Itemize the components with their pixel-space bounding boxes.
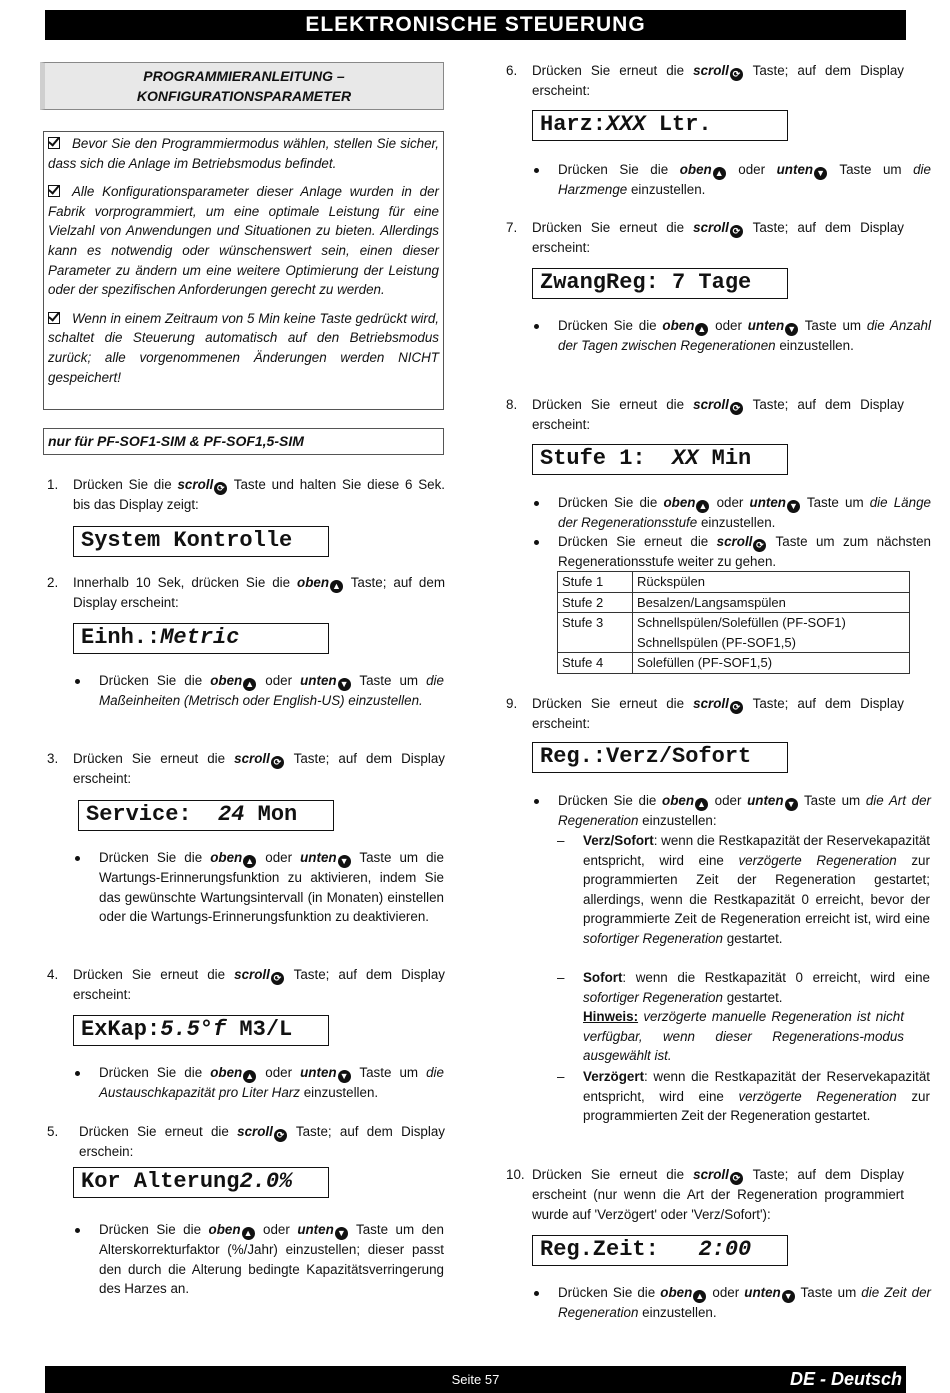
- down-key-icon: ▼: [338, 678, 351, 691]
- up-key-icon: ▲: [243, 855, 256, 868]
- up-key-icon: ▲: [696, 500, 709, 513]
- checkbox-icon: [48, 137, 60, 149]
- regen-type-sofort: – Sofort: wenn die Restkapazität 0 erreicht, wird eine sofortiger Regeneration gestartet.: [557, 968, 930, 1007]
- up-key-icon: ▲: [695, 323, 708, 336]
- table-row: Stufe 2 Besalzen/Langsamspülen: [558, 592, 910, 613]
- up-key-icon: ▲: [713, 167, 726, 180]
- bullet-step-10: Drücken Sie die oben ▲ oder unten ▼ Taste um die Zeit der Regeneration einzustellen.: [531, 1283, 931, 1323]
- up-key-icon: ▲: [695, 798, 708, 811]
- checkbox-icon: [48, 185, 60, 197]
- table-row: Stufe 1 Rückspülen: [558, 572, 910, 593]
- scroll-key-icon: ⟳: [730, 402, 743, 415]
- scroll-key-icon: ⟳: [730, 1172, 743, 1185]
- lcd-display-stage: Stufe 1: XX Min: [532, 444, 788, 475]
- bullet-step-7: Drücken Sie die oben ▲ oder unten ▼ Taste um die Anzahl der Tagen zwischen Regenerationen einzustellen.: [531, 316, 931, 356]
- lcd-display-regen-type: Reg.:Verz/Sofort: [532, 742, 788, 773]
- bullet-step-2: Drücken Sie die oben ▲ oder unten ▼ Taste um die Maßeinheiten (Metrisch oder English-US) einzustellen.: [72, 671, 444, 711]
- scroll-key-icon: ⟳: [274, 1129, 287, 1142]
- title-line-1: PROGRAMMIERANLEITUNG –: [143, 68, 345, 84]
- scroll-key-icon: ⟳: [730, 701, 743, 714]
- lcd-display-aging: Kor Alterung2.0%: [73, 1167, 329, 1198]
- bullet-step-9: Drücken Sie die oben ▲ oder unten ▼ Taste um die Art der Regeneration einzustellen:: [531, 791, 931, 831]
- down-key-icon: ▼: [782, 1290, 795, 1303]
- down-key-icon: ▼: [814, 167, 827, 180]
- language-label: DE - Deutsch: [789, 1369, 902, 1389]
- up-key-icon: ▲: [242, 1227, 255, 1240]
- programming-guide-title: [40, 62, 444, 110]
- scroll-key-icon: ⟳: [730, 68, 743, 81]
- step-9: 9. Drücken Sie erneut die scroll ⟳ Taste; auf dem Display erscheint:: [506, 696, 904, 731]
- lcd-display-resin: Harz:XXX Ltr.: [532, 110, 788, 141]
- lcd-display-exchange-capacity: ExKap:5.5°f M3/L: [73, 1015, 329, 1046]
- page-header: ELEKTRONISCHE STEUERUNG: [45, 10, 906, 40]
- regen-type-verz-sofort: – Verz/Sofort: wenn die Restkapazität der Reservekapazität entspricht, wird eine verzögerte Regeneration zur programmierten Zeit der Regeneration gestartet; allerdings, wenn die Restkapazität 0 erreicht, bevor der programmierte Zeit de Regeneration erreicht ist, wird eine sofortiger Regeneration gestartet.: [557, 831, 930, 949]
- down-key-icon: ▼: [338, 1070, 351, 1083]
- up-key-icon: ▲: [243, 678, 256, 691]
- down-key-icon: ▼: [785, 798, 798, 811]
- stage-table: [557, 571, 910, 674]
- page-number: Seite 57: [451, 1372, 500, 1387]
- bullet-step-4: Drücken Sie die oben ▲ oder unten ▼ Taste um die Austauschkapazität pro Liter Harz einzustellen.: [72, 1063, 444, 1103]
- table-row: Stufe 4 Solefüllen (PF-SOF1,5): [558, 653, 910, 674]
- down-key-icon: ▼: [785, 323, 798, 336]
- up-key-icon: ▲: [243, 1070, 256, 1083]
- lcd-display-service: Service: 24 Mon: [78, 800, 334, 831]
- step-5: 5. Drücken Sie erneut die scroll ⟳ Taste; auf dem Display erschein:: [47, 1124, 445, 1159]
- note-2: Alle Konfigurationsparameter dieser Anlage wurden in der Fabrik vorprogrammiert, um eine optimale Leistung für eine Vielzahl von Anwendungen und Situationen zu bieten. Allerdings kann es notwendig oder wünschenswert sein, einen dieser Parameter zu ändern um eine weitere Optimierung der Leistung oder der spezifischen Anforderungen gerecht zu werden.: [48, 184, 439, 298]
- lcd-display-system: System Kontrolle: [73, 526, 329, 557]
- up-key-icon: ▲: [330, 580, 343, 593]
- note-3: Wenn in einem Zeitraum von 5 Min keine Taste gedrückt wird, schaltet die Steuerung automatisch auf den Betriebsmodus zurück; alle vorgenommenen Änderungen werden NICHT gespeichert!: [48, 310, 439, 385]
- step-2: 2. Innerhalb 10 Sek, drücken Sie die oben ▲ Taste; auf dem Display erscheint:: [47, 575, 445, 610]
- page-footer: [45, 1366, 906, 1393]
- bullet-step-8-next: Drücken Sie erneut die scroll ⟳ Taste um zum nächsten Regenerationsstufe weiter zu gehen.: [531, 532, 931, 572]
- step-6: 6. Drücken Sie erneut die scroll ⟳ Taste; auf dem Display erscheint:: [506, 63, 904, 98]
- step-1: 1. Drücken Sie die scroll ⟳ Taste und halten Sie diese 6 Sek. bis das Display zeigt:: [47, 477, 445, 512]
- step-7: 7. Drücken Sie erneut die scroll ⟳ Taste; auf dem Display erscheint:: [506, 220, 904, 255]
- scroll-key-icon: ⟳: [271, 756, 284, 769]
- model-note: nur für PF-SOF1-SIM & PF-SOF1,5-SIM: [43, 428, 444, 455]
- step-4: 4. Drücken Sie erneut die scroll ⟳ Taste; auf dem Display erscheint:: [47, 967, 445, 1002]
- scroll-key-icon: ⟳: [271, 972, 284, 985]
- up-key-icon: ▲: [693, 1290, 706, 1303]
- scroll-key-icon: ⟳: [753, 539, 766, 552]
- table-row: Stufe 3 Schnellspülen/Solefüllen (PF-SOF1) Schnellspülen (PF-SOF1,5): [558, 613, 910, 653]
- bullet-step-5: Drücken Sie die oben ▲ oder unten ▼ Taste um den Alterskorrekturfaktor (%/Jahr) einzustellen; dieser passt den durch die Alterung bedingte Kapazitätsverringerung des Harzes an.: [72, 1220, 444, 1299]
- bullet-step-8: Drücken Sie die oben ▲ oder unten ▼ Taste um die Länge der Regenerationsstufe einzustellen.: [531, 493, 931, 533]
- step-3: 3. Drücken Sie erneut die scroll ⟳ Taste; auf dem Display erscheint:: [47, 751, 445, 786]
- bullet-step-6: Drücken Sie die oben ▲ oder unten ▼ Taste um die Harzmenge einzustellen.: [531, 160, 931, 200]
- down-key-icon: ▼: [335, 1227, 348, 1240]
- lcd-display-regen-time: Reg.Zeit: 2:00: [532, 1235, 788, 1266]
- notes-box: [43, 131, 444, 410]
- down-key-icon: ▼: [338, 855, 351, 868]
- lcd-display-forced-regen: ZwangReg: 7 Tage: [532, 268, 788, 299]
- checkbox-icon: [48, 312, 60, 324]
- bullet-step-3: Drücken Sie die oben ▲ oder unten ▼ Taste um die Wartungs-Erinnerungsfunktion zu aktivieren, indem Sie das gewünschte Wartungsintervall (in Monaten) einstellen oder die Wartungs-Erinnerungsfunktion zu deaktivieren.: [72, 848, 444, 927]
- step-8: 8. Drücken Sie erneut die scroll ⟳ Taste; auf dem Display erscheint:: [506, 397, 904, 432]
- scroll-key-icon: ⟳: [214, 482, 227, 495]
- down-key-icon: ▼: [787, 500, 800, 513]
- lcd-display-units: Einh.:Metric: [73, 623, 329, 654]
- step-10: 10. Drücken Sie erneut die scroll ⟳ Taste; auf dem Display erscheint (nur wenn die Art der Regeneration programmiert wurde auf 'Verzögert' oder 'Verz/Sofort'):: [506, 1167, 904, 1222]
- regen-note: Hinweis: verzögerte manuelle Regeneration ist nicht verfügbar, wenn dieser Regenerations-modus ausgewählt ist.: [583, 1009, 904, 1064]
- regen-type-verzoegert: – Verzögert: wenn die Restkapazität der Reservekapazität entspricht, wird eine verzögerte Regeneration zur programmierten Zeit der Regeneration gestartet.: [557, 1067, 930, 1126]
- title-line-2: KONFIGURATIONSPARAMETER: [136, 88, 352, 104]
- note-1: Bevor Sie den Programmiermodus wählen, stellen Sie sicher, dass sich die Anlage im Betriebsmodus befindet.: [48, 136, 439, 171]
- scroll-key-icon: ⟳: [730, 225, 743, 238]
